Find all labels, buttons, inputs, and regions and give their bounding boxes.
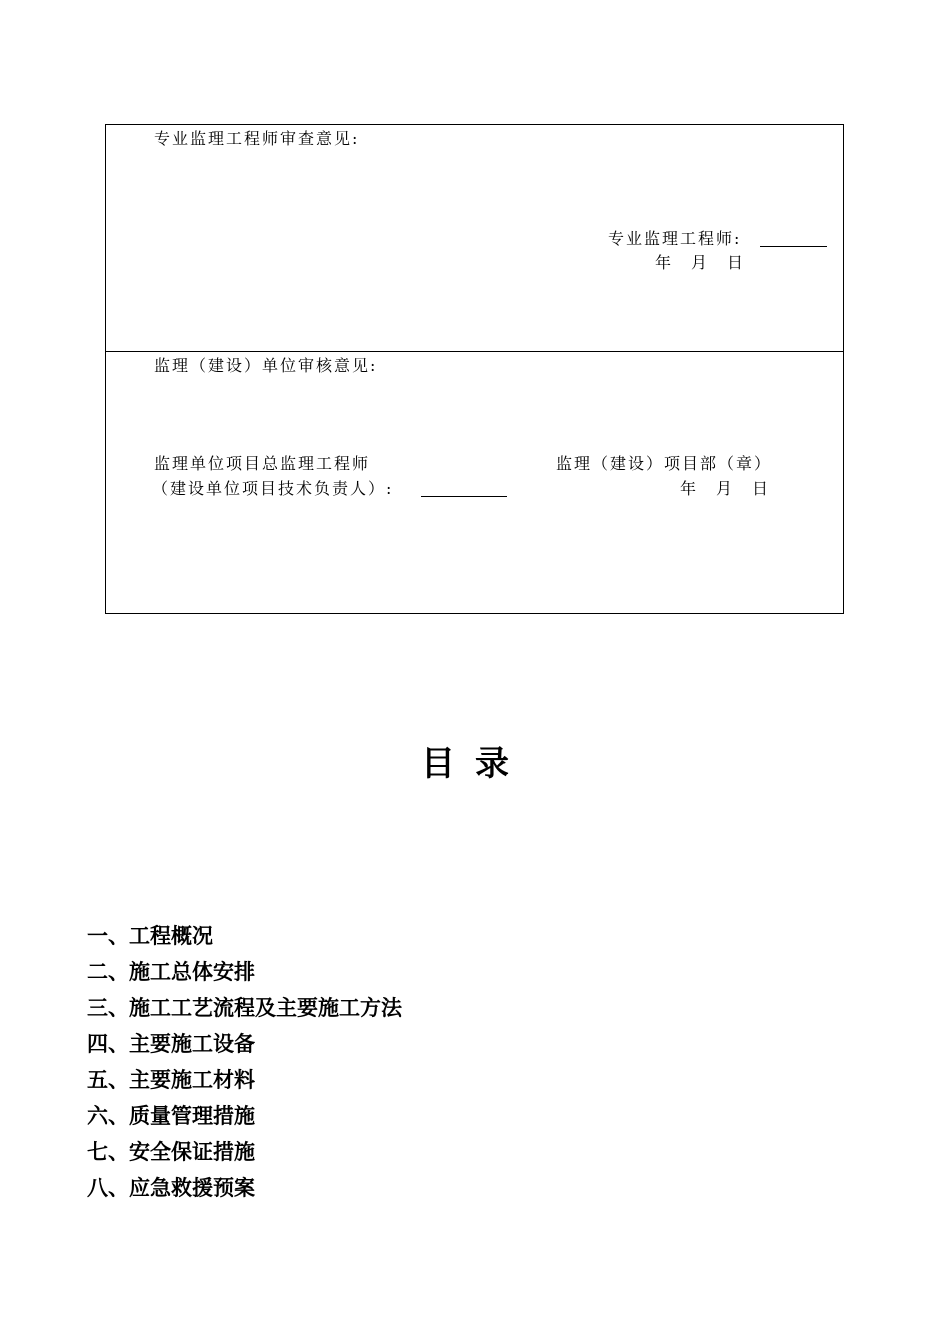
project-dept-label: 监理（建设）项目部（章）: [556, 454, 773, 473]
toc-item: 七、安全保证措施: [87, 1140, 255, 1164]
tech-lead-signature-line: [421, 496, 507, 497]
supervision-date-label: 年 月 日: [680, 479, 771, 498]
engineer-opinion-label: 专业监理工程师审查意见:: [154, 129, 360, 148]
supervision-opinion-label: 监理（建设）单位审核意见:: [154, 356, 378, 375]
engineer-review-cell: [106, 125, 843, 352]
toc-list: [87, 918, 402, 1206]
toc-item: 五、主要施工材料: [87, 1068, 255, 1092]
toc-item: 二、施工总体安排: [87, 960, 255, 984]
toc-item: 八、应急救援预案: [87, 1176, 255, 1200]
tech-lead-label: （建设单位项目技术负责人）:: [152, 479, 394, 498]
engineer-signature-line: [760, 246, 827, 247]
review-form-table: [105, 124, 844, 614]
engineer-date-label: 年 月 日: [655, 253, 746, 272]
toc-title: 目录: [421, 744, 529, 784]
toc-item: 四、主要施工设备: [87, 1032, 255, 1056]
toc-item: 一、工程概况: [87, 924, 213, 948]
supervision-review-cell: [106, 352, 843, 615]
toc-item: 六、质量管理措施: [87, 1104, 255, 1128]
toc-item: 三、施工工艺流程及主要施工方法: [87, 996, 402, 1020]
chief-engineer-label: 监理单位项目总监理工程师: [154, 454, 371, 473]
engineer-signature-label: 专业监理工程师:: [608, 229, 742, 248]
